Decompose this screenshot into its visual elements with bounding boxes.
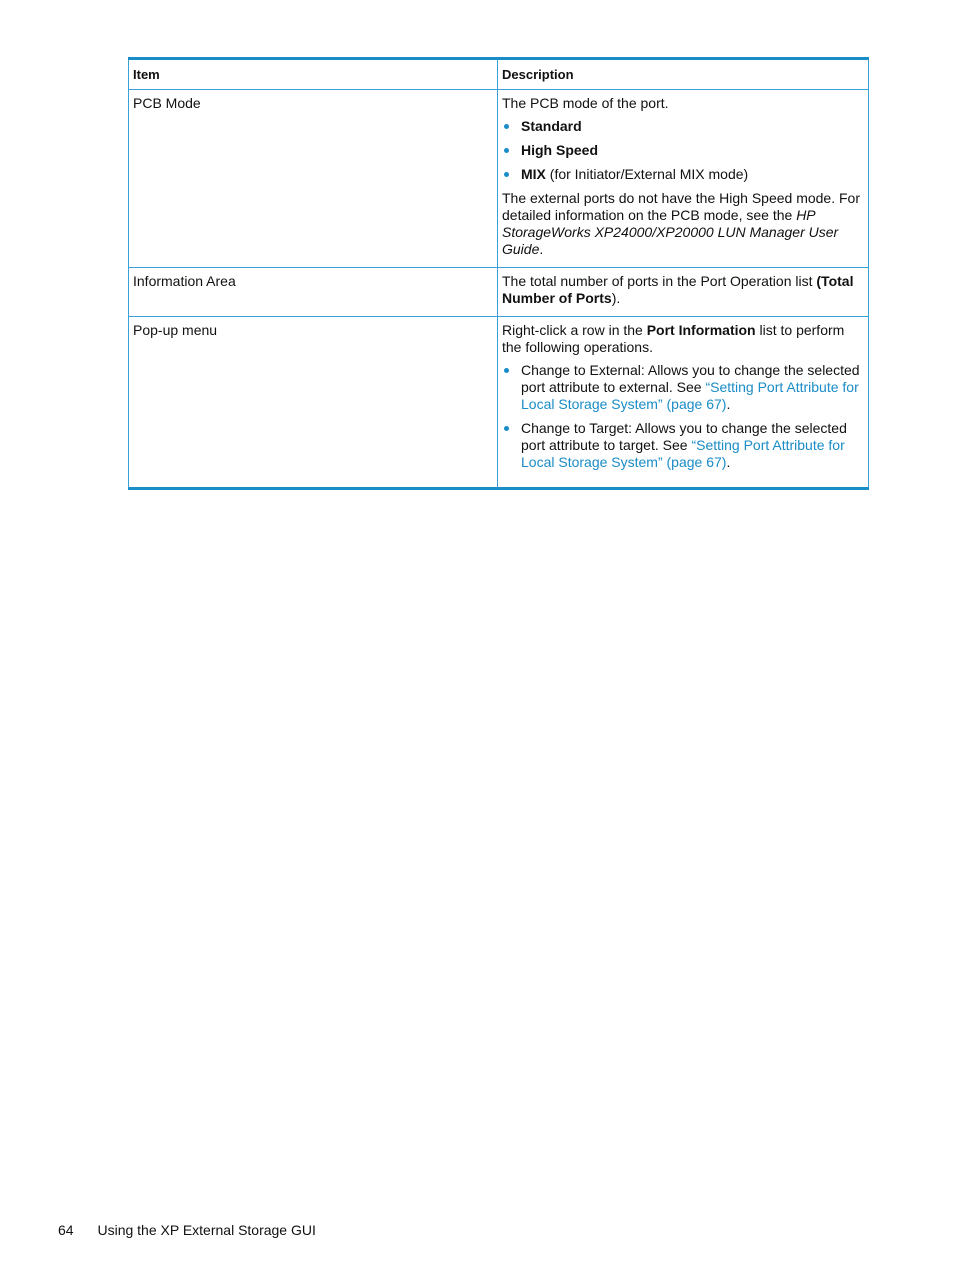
bullet-icon [504,426,509,431]
bold-term: MIX [521,166,546,182]
list-item [502,166,862,183]
description-note [502,190,862,258]
description-table [128,57,869,490]
footer-title: Using the XP External Storage GUI [97,1222,316,1238]
item-text: Change to External: Allows you to change the selected port attribute to external. See [521,362,860,395]
description-intro: The PCB mode of the port. [502,95,669,111]
note-end: . [539,241,544,257]
bold-term: (Total Number of Ports [502,273,854,306]
item-end: . [726,396,731,412]
list-item [502,420,862,471]
page-number: 64 [58,1222,74,1238]
bold-term: High Speed [521,142,599,158]
desc-end: ). [611,290,621,306]
note-text: The external ports do not have the High Speed mode. For detailed information on the PCB mode, see the [502,190,860,223]
bullet-icon [504,172,509,177]
description-cell [498,317,869,489]
item-cell: Information Area [129,268,498,317]
table-row-information-area [129,268,869,317]
cross-reference-link[interactable]: “Setting Port Attribute for Local Storage System” (page 67) [521,437,845,470]
bullet-list [502,362,862,471]
item-text: Change to Target: Allows you to change the selected port attribute to target. See [521,420,847,453]
item-end: . [726,454,731,470]
bullet-list [502,118,862,183]
guide-title: HP StorageWorks XP24000/XP20000 LUN Manager User Guide [502,207,839,257]
table-header-row [129,59,869,90]
item-cell: Pop-up menu [129,317,498,489]
desc-text: The total number of ports in the Port Operation list [502,273,817,289]
header-item: Item [129,59,498,90]
intro-text: list to perform the following operations. [502,322,845,355]
table-row-pcb-mode [129,90,869,268]
bold-term: Standard [521,118,582,134]
header-description: Description [498,59,869,90]
bullet-icon [504,368,509,373]
page-footer [58,1222,316,1238]
item-cell: PCB Mode [129,90,498,268]
description-cell [498,90,869,268]
bold-term: Port Information [646,322,756,338]
list-item [502,118,862,135]
table-row-popup-menu [129,317,869,489]
bullet-icon [504,148,509,153]
description-text [502,273,862,307]
description-intro [502,322,862,356]
item-detail: (for Initiator/External MIX mode) [545,166,749,182]
intro-text: Right-click a row in the [502,322,647,338]
description-cell [498,268,869,317]
bullet-icon [504,124,509,129]
cross-reference-link[interactable]: “Setting Port Attribute for Local Storage System” (page 67) [521,379,859,412]
list-item [502,362,862,413]
list-item [502,142,862,159]
